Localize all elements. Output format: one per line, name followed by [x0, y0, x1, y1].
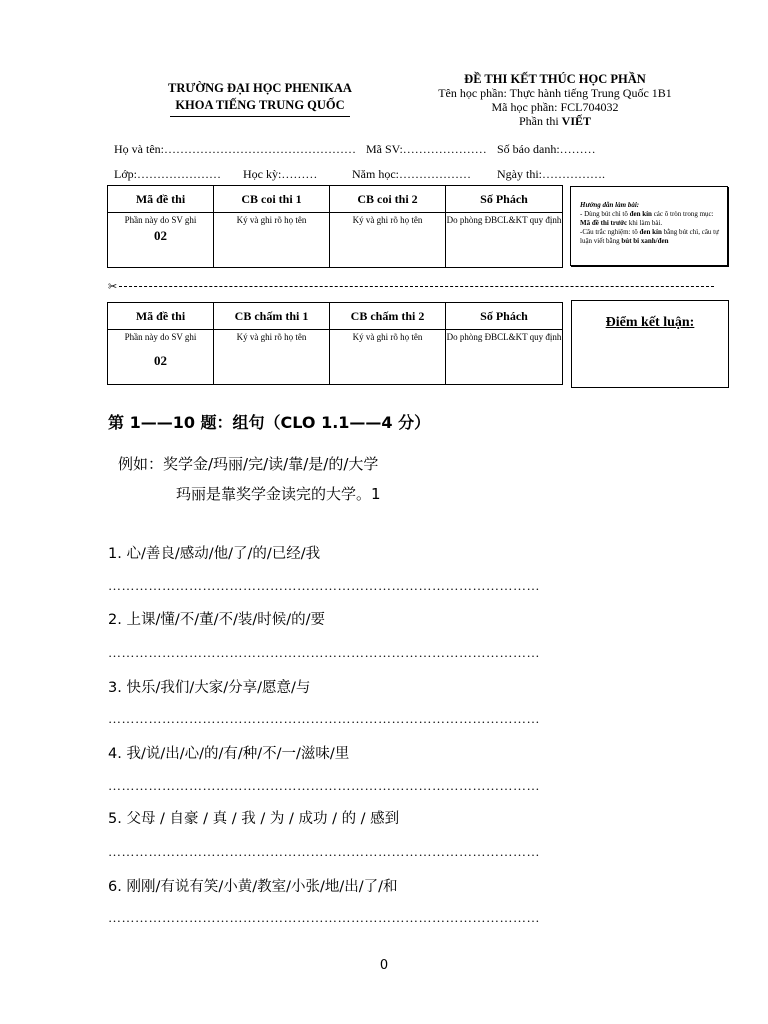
school-header [150, 80, 370, 117]
class-field: Lớp:………………… [114, 167, 222, 181]
serial-note-2: Do phòng ĐBCL&KT quy định [446, 332, 562, 342]
serial-note: Do phòng ĐBCL&KT quy định [446, 215, 562, 225]
proctor-1-header: CB coi thi 1 [214, 186, 330, 213]
semester-field: Học kỳ:……… [243, 167, 318, 181]
school-name: TRƯỜNG ĐẠI HỌC PHENIKAA [168, 81, 352, 95]
candidate-number-field: Số báo danh:……… [497, 142, 596, 156]
faculty-name: KHOA TIẾNG TRUNG QUỐC [175, 98, 345, 112]
proctor-table [107, 185, 563, 268]
student-id-field: Mã SV:………………… [366, 142, 487, 156]
page-number: 0 [379, 958, 389, 973]
serial-header: Số Phách [446, 186, 563, 213]
proctor-1-cell [214, 213, 330, 268]
part-prefix: Phần thi [518, 114, 562, 128]
question-3: 3. 快乐/我们/大家/分享/愿意/与 [108, 680, 311, 696]
answer-line-3[interactable]: …………………………………………………………………………………… [108, 711, 540, 726]
exam-code-cell [108, 213, 214, 268]
cut-line [108, 280, 714, 293]
example-answer: 玛丽是靠奖学金读完的大学。1 [176, 485, 381, 503]
exam-title: ĐỀ THI KẾT THÚC HỌC PHẦN [464, 72, 646, 86]
header-rule [170, 116, 350, 117]
answer-line-4[interactable]: …………………………………………………………………………………… [108, 778, 540, 793]
grader-2-cell [330, 330, 446, 385]
instructions-title: Hướng dẫn làm bài: [580, 201, 640, 209]
exam-code-note-2: Phần này do SV ghi [124, 332, 197, 342]
question-1: 1. 心/善良/感动/他/了/的/已经/我 [108, 546, 321, 562]
grader-1-cell [214, 330, 330, 385]
course-code: Mã học phần: FCL704032 [491, 100, 619, 114]
proctor-1-note: Ký và ghi rõ họ tên [236, 215, 307, 225]
grader-2-header: CB chấm thi 2 [330, 303, 446, 330]
exam-code-header-2: Mã đề thi [108, 303, 214, 330]
answer-line-2[interactable]: …………………………………………………………………………………… [108, 645, 540, 660]
serial-cell-2 [446, 330, 563, 385]
question-6: 6. 刚刚/有说有笑/小黄/教室/小张/地/出/了/和 [108, 879, 398, 895]
proctor-2-note: Ký và ghi rõ họ tên [352, 215, 423, 225]
answer-line-6[interactable]: …………………………………………………………………………………… [108, 910, 540, 925]
question-5: 5. 父母 / 自豪 / 真 / 我 / 为 / 成功 / 的 / 感到 [108, 811, 400, 827]
instruction-line-2: -Câu trắc nghiệm: tô đen kín bằng bút chì, câu tự luận viết bằng bút bi xanh/đen [580, 228, 719, 245]
scissors-icon: ✂ [108, 280, 118, 293]
part-name: VIẾT [561, 114, 591, 128]
instruction-line-1: - Dùng bút chì tô đen kín các ô tròn trong mục: Mã đề thi trước khi làm bài. [580, 210, 714, 227]
grader-1-note: Ký và ghi rõ họ tên [236, 332, 307, 342]
proctor-2-cell [330, 213, 446, 268]
instructions-box [570, 186, 728, 266]
school-year-field: Năm học:……………… [352, 167, 471, 181]
question-4: 4. 我/说/出/心/的/有/种/不/一/滋味/里 [108, 746, 350, 762]
serial-cell [446, 213, 563, 268]
course-name: Tên học phần: Thực hành tiếng Trung Quốc 1B1 [438, 86, 672, 100]
example-prompt: 例如：奖学金/玛丽/完/读/靠/是/的/大学 [118, 455, 379, 473]
section-title: 第 1——10 题：组句（CLO 1.1——4 分） [108, 413, 431, 432]
grader-table [107, 302, 563, 385]
proctor-2-header: CB coi thi 2 [330, 186, 446, 213]
dashed-divider [119, 286, 714, 287]
serial-header-2: Số Phách [446, 303, 563, 330]
final-score-label: Điểm kết luận: [605, 315, 695, 330]
grader-2-note: Ký và ghi rõ họ tên [352, 332, 423, 342]
exam-code-note: Phần này do SV ghi [124, 215, 197, 225]
name-field: Họ và tên:………………………………………… [114, 142, 356, 156]
answer-line-1[interactable]: …………………………………………………………………………………… [108, 578, 540, 593]
exam-code-value-2: 02 [154, 353, 167, 368]
grader-1-header: CB chấm thi 1 [214, 303, 330, 330]
exam-header [420, 72, 690, 128]
final-score-box [571, 300, 729, 388]
exam-part [420, 114, 690, 128]
exam-code-value: 02 [154, 228, 167, 243]
answer-line-5[interactable]: …………………………………………………………………………………… [108, 844, 540, 859]
exam-code-header: Mã đề thi [108, 186, 214, 213]
question-2: 2. 上课/懂/不/董/不/装/时候/的/要 [108, 612, 326, 628]
exam-code-cell-2 [108, 330, 214, 385]
exam-date-field: Ngày thi:……………. [497, 167, 605, 181]
